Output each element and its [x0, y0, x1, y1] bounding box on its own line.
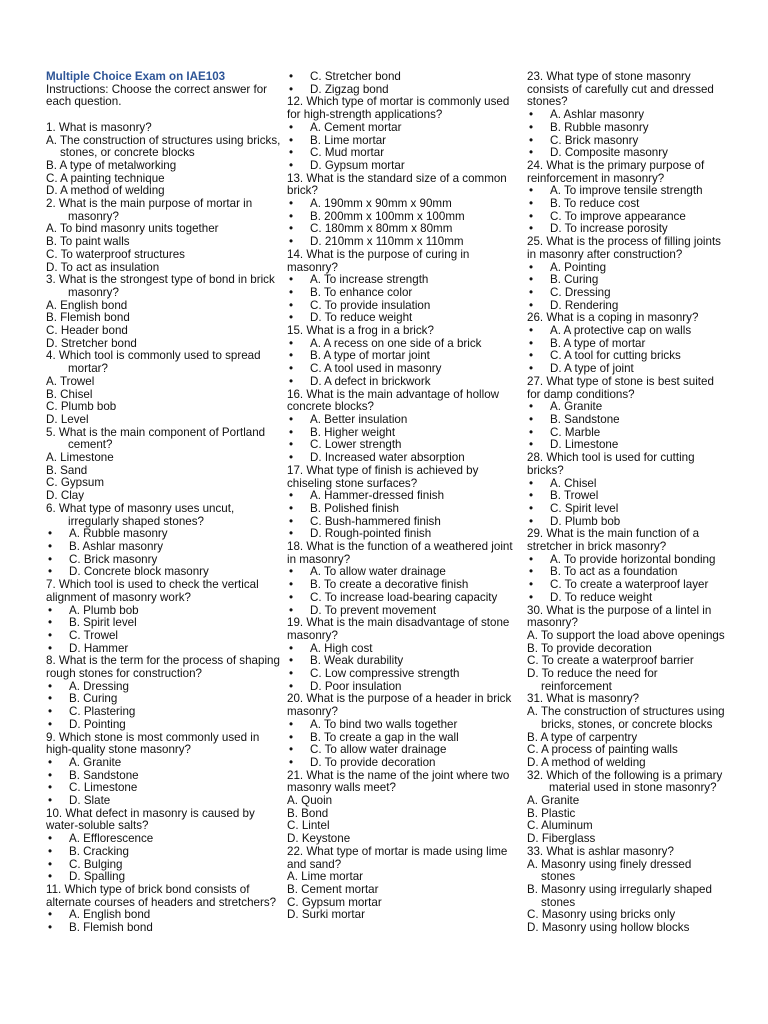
answer-option: • D. To reduce weight — [527, 592, 727, 605]
answer-option: • B. To create a gap in the wall — [287, 732, 523, 745]
answer-option: • C. To allow water drainage — [287, 744, 523, 757]
question-block — [46, 884, 282, 935]
question-block — [527, 693, 727, 769]
question-text: 19. What is the main disadvantage of stone masonry? — [287, 616, 510, 642]
answer-option: • D. Increased water absorption — [287, 452, 523, 465]
answer-option: • D. Hammer — [46, 643, 282, 656]
question-block — [46, 122, 282, 198]
answer-option: • D. Composite masonry — [527, 147, 727, 160]
question-block — [287, 325, 523, 389]
answer-option: B. To provide decoration — [527, 641, 652, 655]
answer-option: • A. Cement mortar — [287, 122, 523, 135]
answer-option: • A. Granite — [527, 401, 727, 414]
answer-option: A. Quoin — [287, 794, 333, 808]
question-text: 26. What is a coping in masonry? — [527, 311, 699, 325]
answer-option: • C. Bush-hammered finish — [287, 516, 523, 529]
answer-option: • D. To increase porosity — [527, 223, 727, 236]
answer-option: C. A painting technique — [46, 171, 165, 185]
answer-option: • B. Cracking — [46, 846, 282, 859]
answer-option: D. A method of welding — [527, 755, 646, 769]
question-text: 16. What is the main advantage of hollow concrete blocks? — [287, 387, 500, 414]
answer-option: • B. To create a decorative finish — [287, 579, 523, 592]
answer-option: • A. To provide horizontal bonding — [527, 554, 727, 567]
answer-option: • B. Ashlar masonry — [46, 541, 282, 554]
answer-option: A. Lime mortar — [287, 870, 364, 884]
answer-option: C. Aluminum — [527, 819, 593, 833]
question-text: 1. What is masonry? — [46, 120, 152, 134]
answer-option: A. Granite — [527, 794, 580, 808]
question-text: 29. What is the main function of a stretcher in brick masonry? — [527, 527, 700, 554]
answer-option: • B. Flemish bond — [46, 922, 282, 935]
answer-option: D. Fiberglass — [527, 832, 596, 846]
answer-option: • D. Poor insulation — [287, 681, 523, 694]
question-text: 8. What is the term for the process of shaping rough stones for construction? — [46, 654, 280, 681]
answer-option: • C. Trowel — [46, 630, 282, 643]
answer-option: D. Surki mortar — [287, 908, 365, 922]
answer-option: • C. Spirit level — [527, 503, 727, 516]
question-block — [46, 198, 282, 274]
instructions: Instructions: Choose the correct answer for each question. — [46, 82, 268, 109]
question-block — [527, 71, 727, 160]
answer-option: • D. Limestone — [527, 439, 727, 452]
question-text: 32. Which of the following is a primary material used in stone masonry? — [527, 768, 723, 795]
answer-option: • B. A type of mortar joint — [287, 350, 523, 363]
answer-option: C. Masonry using bricks only — [527, 908, 676, 922]
question-text: 6. What type of masonry uses uncut, irregularly shaped stones? — [46, 501, 235, 528]
answer-option: • B. Higher weight — [287, 427, 523, 440]
answer-option: • C. To improve appearance — [527, 211, 727, 224]
question-block — [527, 236, 727, 312]
question-text: 12. Which type of mortar is commonly used for high-strength applications? — [287, 95, 510, 122]
answer-option: • A. Dressing — [46, 681, 282, 694]
answer-option: D. A method of welding — [46, 184, 165, 198]
answer-option: • A. To bind two walls together — [287, 719, 523, 732]
answer-option: C. To create a waterproof barrier — [527, 654, 694, 668]
question-block — [46, 427, 282, 503]
answer-option: • D. To reduce weight — [287, 312, 523, 325]
answer-option: D. Keystone — [287, 832, 351, 846]
answer-option: A. To bind masonry units together — [46, 222, 219, 236]
answer-option: A. The construction of structures using bricks, stones, or concrete blocks — [527, 705, 725, 731]
question-text: 24. What is the primary purpose of reinforcement in masonry? — [527, 158, 705, 185]
question-block — [527, 452, 727, 528]
answer-option: D. To reduce the need for reinforcement — [527, 667, 658, 693]
answer-option: • C. Stretcher bond — [287, 71, 523, 84]
answer-option: • B. Lime mortar — [287, 135, 523, 148]
answer-option: • D. Concrete block masonry — [46, 566, 282, 579]
answer-option: A. Trowel — [46, 374, 95, 388]
question-block — [287, 96, 523, 172]
answer-option: • C. Brick masonry — [527, 135, 727, 148]
question-text: 27. What type of stone is best suited for damp conditions? — [527, 374, 714, 401]
answer-option: • A. Granite — [46, 757, 282, 770]
answer-option: B. Plastic — [527, 806, 576, 820]
question-block — [287, 617, 523, 693]
column-1 — [46, 71, 282, 935]
answer-option: C. Gypsum mortar — [287, 895, 382, 909]
answer-option: C. A process of painting walls — [527, 743, 678, 757]
answer-option: • B. Spirit level — [46, 617, 282, 630]
question-block — [287, 541, 523, 617]
answer-option: B. Bond — [287, 806, 329, 820]
answer-option: B. Masonry using irregularly shaped stones — [527, 883, 712, 909]
answer-option: • B. A type of mortar — [527, 338, 727, 351]
answer-option: • A. Ashlar masonry — [527, 109, 727, 122]
question-text: 13. What is the standard size of a common brick? — [287, 171, 507, 198]
answer-option: • C. To create a waterproof layer — [527, 579, 727, 592]
question-block — [287, 249, 523, 325]
answer-option: B. Cement mortar — [287, 883, 379, 896]
question-block — [527, 770, 727, 846]
question-text: 7. Which tool is used to check the vertical alignment of masonry work? — [46, 578, 259, 604]
answer-option: B. Sand — [46, 463, 88, 477]
spacer — [46, 109, 282, 122]
answer-option: D. Clay — [46, 489, 85, 503]
exam-title: Multiple Choice Exam on IAE103 — [46, 70, 226, 83]
question-text: 23. What type of stone masonry consists of carefully cut and dressed stones? — [527, 70, 714, 109]
answer-option: C. Plumb bob — [46, 400, 117, 414]
answer-option: A. The construction of structures using bricks, stones, or concrete blocks — [46, 133, 281, 160]
answer-option: • C. Marble — [527, 427, 727, 440]
question-text: 25. What is the process of filling joints in masonry after construction? — [527, 235, 721, 261]
question-text: 22. What type of mortar is made using lime and sand? — [287, 844, 508, 871]
answer-option: • D. Rough-pointed finish — [287, 528, 523, 541]
answer-option: • A. Better insulation — [287, 414, 523, 427]
question-block — [287, 693, 523, 769]
question-text: 3. What is the strongest type of bond in brick masonry? — [46, 273, 275, 299]
answer-option: B. A type of carpentry — [527, 730, 638, 744]
question-text: 9. Which stone is most commonly used in high-quality stone masonry? — [46, 730, 260, 757]
answer-option: C. Header bond — [46, 324, 128, 338]
question-block — [287, 173, 523, 249]
answer-option: • A. 190mm x 90mm x 90mm — [287, 198, 523, 211]
answer-option: • C. Bulging — [46, 859, 282, 872]
answer-option: • B. To reduce cost — [527, 198, 727, 211]
answer-option: • C. To increase load-bearing capacity — [287, 592, 523, 605]
answer-option: • C. 180mm x 80mm x 80mm — [287, 223, 523, 236]
question-block — [287, 71, 523, 96]
question-text: 17. What type of finish is achieved by chiseling stone surfaces? — [287, 463, 479, 490]
answer-option: B. A type of metalworking — [46, 158, 177, 172]
question-text: 14. What is the purpose of curing in masonry? — [287, 247, 470, 274]
answer-option: • C. Mud mortar — [287, 147, 523, 160]
question-block — [287, 465, 523, 541]
answer-option: • D. To prevent movement — [287, 605, 523, 618]
answer-option: • B. 200mm x 100mm x 100mm — [287, 211, 523, 224]
question-block — [527, 605, 727, 694]
answer-option: A. Limestone — [46, 451, 114, 465]
answer-option: • B. Sandstone — [46, 770, 282, 783]
answer-option: • D. Spalling — [46, 871, 282, 884]
question-block — [46, 579, 282, 655]
question-text: 4. Which tool is commonly used to spread mortar? — [46, 349, 261, 376]
question-block — [46, 274, 282, 350]
answer-option: • D. Zigzag bond — [287, 84, 523, 97]
question-block — [287, 846, 523, 922]
answer-option: A. English bond — [46, 298, 128, 312]
column-3 — [527, 71, 727, 935]
answer-option: • A. English bond — [46, 909, 282, 922]
question-text: 10. What defect in masonry is caused by water-soluble salts? — [46, 806, 255, 833]
answer-option: • C. Limestone — [46, 782, 282, 795]
answer-option: C. To waterproof structures — [46, 247, 185, 261]
question-block — [46, 350, 282, 426]
answer-option: B. Chisel — [46, 387, 93, 401]
answer-option: • C. A tool used in masonry — [287, 363, 523, 376]
answer-option: • B. Trowel — [527, 490, 727, 503]
question-text: 15. What is a frog in a brick? — [287, 324, 434, 338]
answer-option: • C. A tool for cutting bricks — [527, 350, 727, 363]
answer-option: • A. Efflorescence — [46, 833, 282, 846]
answer-option: • A. To improve tensile strength — [527, 185, 727, 198]
question-block — [527, 160, 727, 236]
answer-option: • A. A protective cap on walls — [527, 325, 727, 338]
question-text: 20. What is the purpose of a header in brick masonry? — [287, 692, 512, 719]
answer-option: • C. Brick masonry — [46, 554, 282, 567]
question-block — [287, 389, 523, 465]
answer-option: D. Level — [46, 412, 89, 426]
answer-option: • C. Low compressive strength — [287, 668, 523, 681]
answer-option: • B. Rubble masonry — [527, 122, 727, 135]
question-text: 21. What is the name of the joint where two masonry walls meet? — [287, 768, 510, 795]
question-text: 31. What is masonry? — [527, 692, 640, 706]
question-text: 30. What is the purpose of a lintel in masonry? — [527, 603, 712, 630]
answer-option: • B. Sandstone — [527, 414, 727, 427]
column-2 — [287, 71, 523, 922]
answer-option: • B. Polished finish — [287, 503, 523, 516]
answer-option: • D. Gypsum mortar — [287, 160, 523, 173]
answer-option: • C. To provide insulation — [287, 300, 523, 313]
answer-option: D. Masonry using hollow blocks — [527, 921, 690, 935]
answer-option: • D. 210mm x 110mm x 110mm — [287, 236, 523, 249]
answer-option: C. Gypsum — [46, 476, 104, 490]
answer-option: • D. Slate — [46, 795, 282, 808]
answer-option: B. Flemish bond — [46, 311, 130, 325]
question-text: 18. What is the function of a weathered joint in masonry? — [287, 540, 513, 566]
answer-option: • A. A recess on one side of a brick — [287, 338, 523, 351]
answer-option: • B. Weak durability — [287, 655, 523, 668]
answer-option: • A. Pointing — [527, 262, 727, 275]
answer-option: A. Masonry using finely dressed stones — [527, 857, 692, 884]
answer-option: • C. Dressing — [527, 287, 727, 300]
answer-option: D. To act as insulation — [46, 260, 160, 274]
answer-option: • D. Pointing — [46, 719, 282, 732]
question-block — [287, 770, 523, 846]
question-text: 33. What is ashlar masonry? — [527, 844, 674, 858]
answer-option: • D. Plumb bob — [527, 516, 727, 529]
question-text: 2. What is the main purpose of mortar in masonry? — [46, 197, 253, 223]
answer-option: B. To paint walls — [46, 235, 130, 249]
answer-option: • A. Chisel — [527, 478, 727, 491]
answer-option: • A. Plumb bob — [46, 605, 282, 618]
answer-option: • C. Plastering — [46, 706, 282, 719]
answer-option: • D. Rendering — [527, 300, 727, 313]
answer-option: • A. High cost — [287, 643, 523, 656]
answer-option: A. To support the load above openings — [527, 628, 725, 642]
answer-option: D. Stretcher bond — [46, 336, 137, 350]
question-block — [527, 846, 727, 935]
answer-option: • D. A defect in brickwork — [287, 376, 523, 389]
question-block — [527, 312, 727, 376]
question-block — [527, 376, 727, 452]
question-text: 28. Which tool is used for cutting bricks? — [527, 451, 695, 477]
answer-option: • B. To enhance color — [287, 287, 523, 300]
answer-option: • A. To increase strength — [287, 274, 523, 287]
answer-option: • B. Curing — [527, 274, 727, 287]
question-block — [46, 732, 282, 808]
question-block — [527, 528, 727, 604]
answer-option: • D. To provide decoration — [287, 757, 523, 770]
question-text: 11. Which type of brick bond consists of alternate courses of headers and stretchers? — [46, 882, 277, 909]
answer-option: • B. To act as a foundation — [527, 566, 727, 579]
answer-option: • C. Lower strength — [287, 439, 523, 452]
answer-option: • D. A type of joint — [527, 363, 727, 376]
question-block — [46, 503, 282, 579]
answer-option: • A. To allow water drainage — [287, 566, 523, 579]
question-block — [46, 808, 282, 884]
answer-option: • A. Hammer-dressed finish — [287, 490, 523, 503]
answer-option: • B. Curing — [46, 693, 282, 706]
answer-option: C. Lintel — [287, 819, 330, 833]
question-text: 5. What is the main component of Portland cement? — [46, 425, 266, 452]
answer-option: • A. Rubble masonry — [46, 528, 282, 541]
question-block — [46, 655, 282, 731]
